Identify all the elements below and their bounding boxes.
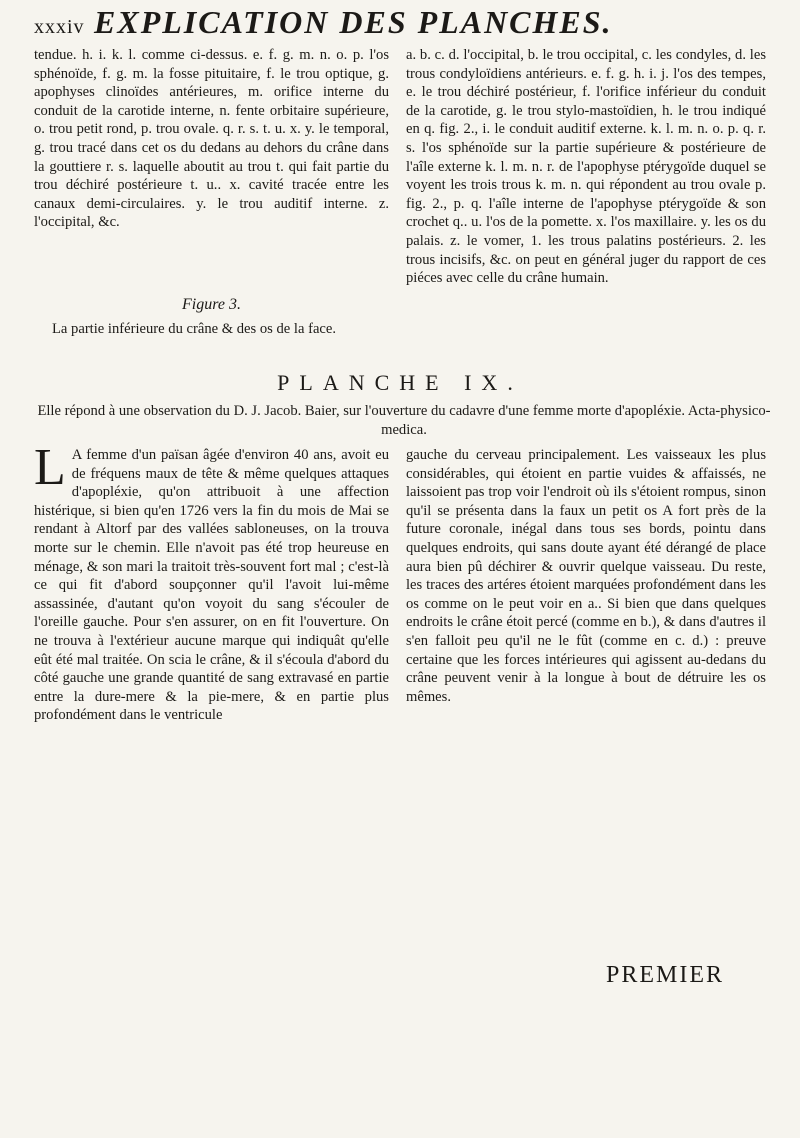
figure-description: La partie inférieure du crâne & des os de la face. <box>52 321 337 337</box>
skull-bones-legend-text: tendue. h. i. k. l. comme ci-dessus. e. f. g. m. n. o. p. l'os sphénoïde, f. g. m. la fosse pituitaire, f. le trou optique, g. apophyses clinoïdes antérieures, m. orifice interne du conduit de la carotide interne, n. fente orbitaire supérieure, o. trou petit rond, p. trou ovale. q. r. s. t. u. x. y. le temporal, g. trou tracé dans cet os du dedans au dehors du crâne dans la gouttiere r. s. laquelle aboutit au trou t. qui fait partie du trou déchiré postérieure t. u.. x. cavité tracée entre les canaux demi-circulaires. y. le trou auditif interne. z. l'occipital, &c. <box>34 47 389 231</box>
page-number: xxxiv <box>34 16 85 38</box>
running-title: EXPLICATION DES PLANCHES. <box>94 4 613 40</box>
body-left-text: A femme d'un païsan âgée d'environ 40 ans, avoit eu de fréquens maux de tête & même quelques attaques d'apopléxie, qu'on attribuoit à une affection histérique, si bien qu'en 1726 vers la fin du mois de Mai se rendant à Altorf par des vallées sabloneuses, on la trouva morte sur le chemin. Elle n'avoit pas été trop heureuse en ménage, & son mari la traitoit très-souvent fort mal ; c'est-là ce qui fit d'abord soupçonner qu'il l'avoit lui-même assassinée, d'autant qu'on voyoit du sang s'écouler de l'oreille gauche. Pour s'en assurer, on en fit l'ouverture. On ne trouva à l'extérieur aucune marque qui indiquât qu'elle eût été mal traitée. On scia le crâne, & il s'écoula d'abord du côté gauche une grande quantité de sang extravasé en partie entre la dure-mere & la pie-mere, & en partie plus profondément dans le ventricule <box>34 447 389 724</box>
top-right-column <box>406 46 766 288</box>
drop-cap: L <box>34 439 66 496</box>
figure-caption: Figure 3. <box>182 296 241 313</box>
plate-title: PLANCHE IX. <box>277 370 523 395</box>
catchword: PREMIER <box>606 962 725 988</box>
plate-subtitle: Elle répond à une observation du D. J. Jacob. Baier, sur l'ouverture du cadavre d'une femme morte d'apopléxie. Acta-physico-medica. <box>37 403 771 438</box>
body-right-column <box>406 446 766 706</box>
page-header <box>34 4 774 44</box>
top-left-column <box>34 46 389 232</box>
skull-base-legend-text: a. b. c. d. l'occipital, b. le trou occipital, c. les condyles, d. les trous condyloïdiens antérieurs. e. f. g. h. i. j. l'os des tempes, e. le trou déchiré postérieur, f. l'orifice inférieur du conduit de la carotide, g. le trou stylo-mastoïdien, h. le trou indiqué en q. fig. 2., i. le conduit auditif externe. k. l. m. n. o. p. q. r. s. l'os sphénoïde sur la partie supérieure & postérieure de l'aîle externe k. l. m. n. r. de l'apophyse ptérygoïde duquel se voyent les trois trous k. m. n. qui répondent au trou ovale p. fig. 2., p. q. l'aîle interne de l'apophyse ptérygoïde & son crochet q.. u. l'os de la pomette. x. l'os maxillaire. y. les os du palais. z. le vomer, 1. les trous palatins postérieurs. 2. les trous incisifs, &c. on peut en général juger du rapport de ces piéces avec celle du crâne humain. <box>406 47 766 287</box>
body-right-text: gauche du cerveau principalement. Les vaisseaux les plus considérables, qui étoient en partie vuides & affaissés, ne laissoient pas trop voir l'endroit où ils s'étoient rompus, sinon qu'il se présenta dans la faux un petit os A fort près de la future coronale, inégal dans tous ses bords, pointu dans quelques endroits, qui sans doute ayant été dérangé de place aura bien pû déchirer & ouvrir quelque vaisseau. Du reste, les traces des artéres étoient marquées profondément dans les os comme on le peut voir en a.. Si bien que dans quelques endroits le crâne étoit percé (comme en b.), & dans d'autres il s'en falloit peu qu'il ne le fût (comme en c. d.) : preuve certaine que les forces intérieures qui agissent au-dedans du crâne peuvent venir à la longue à bout de détruire les os mêmes. <box>406 447 766 705</box>
body-left-column <box>34 439 389 725</box>
